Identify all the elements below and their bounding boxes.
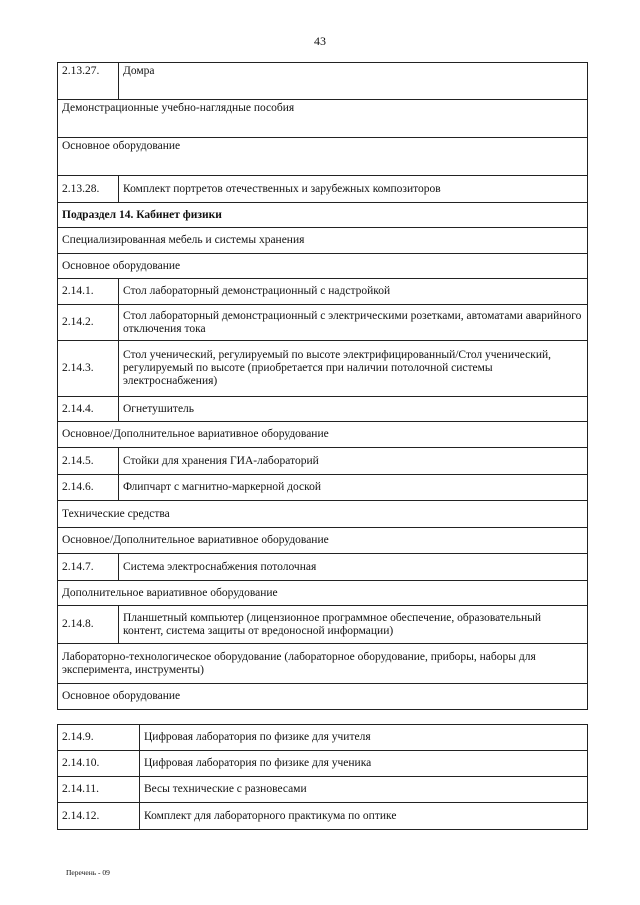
section-row: Технические средства xyxy=(58,501,588,528)
table-row xyxy=(58,138,588,176)
table-row xyxy=(58,475,588,501)
row-text: Стол лабораторный демонстрационный с надстройкой xyxy=(119,279,588,305)
table-row xyxy=(58,528,588,554)
row-number: 2.14.7. xyxy=(58,554,119,581)
section-row: Демонстрационные учебно-наглядные пособия xyxy=(58,100,588,138)
row-text: Весы технические с разновесами xyxy=(140,777,588,803)
table-row xyxy=(58,684,588,710)
row-number: 2.13.28. xyxy=(58,176,119,203)
table-row xyxy=(58,751,588,777)
row-number: 2.14.8. xyxy=(58,606,119,644)
section-row: Основное оборудование xyxy=(58,138,588,176)
table-row xyxy=(58,176,588,203)
section-row: Дополнительное вариативное оборудование xyxy=(58,581,588,606)
table-row xyxy=(58,422,588,448)
row-number: 2.13.27. xyxy=(58,63,119,100)
section-row: Основное/Дополнительное вариативное оборудование xyxy=(58,422,588,448)
table-row xyxy=(58,100,588,138)
section-row: Специализированная мебель и системы хранения xyxy=(58,228,588,254)
table-row xyxy=(58,581,588,606)
row-text: Цифровая лаборатория по физике для ученика xyxy=(140,751,588,777)
table-row xyxy=(58,448,588,475)
row-text: Домра xyxy=(119,63,588,100)
table-row xyxy=(58,606,588,644)
row-number: 2.14.3. xyxy=(58,341,119,397)
table-row xyxy=(58,803,588,830)
row-number: 2.14.5. xyxy=(58,448,119,475)
row-text: Стол лабораторный демонстрационный с электрическими розетками, автоматами аварийного отключения тока xyxy=(119,305,588,341)
table-row xyxy=(58,777,588,803)
row-number: 2.14.9. xyxy=(58,725,140,751)
row-number: 2.14.12. xyxy=(58,803,140,830)
row-text: Система электроснабжения потолочная xyxy=(119,554,588,581)
table-row xyxy=(58,397,588,422)
equipment-table xyxy=(57,62,588,710)
footer-label: Перечень - 09 xyxy=(66,868,110,877)
table-row xyxy=(58,305,588,341)
section-row: Основное/Дополнительное вариативное оборудование xyxy=(58,528,588,554)
table-row xyxy=(58,501,588,528)
section-row: Основное оборудование xyxy=(58,254,588,279)
row-text: Огнетушитель xyxy=(119,397,588,422)
row-number: 2.14.6. xyxy=(58,475,119,501)
table-row xyxy=(58,279,588,305)
row-text: Комплект для лабораторного практикума по оптике xyxy=(140,803,588,830)
row-text: Стойки для хранения ГИА-лабораторий xyxy=(119,448,588,475)
table-row xyxy=(58,228,588,254)
table-row xyxy=(58,341,588,397)
row-text: Планшетный компьютер (лицензионное программное обеспечение, образовательный контент, система защиты от вредоносной информации) xyxy=(119,606,588,644)
section-row: Лабораторно-технологическое оборудование (лабораторное оборудование, приборы, наборы для эксперимента, инструменты) xyxy=(58,644,588,684)
table-row xyxy=(58,644,588,684)
table-row xyxy=(58,725,588,751)
page-number: 43 xyxy=(314,34,326,48)
row-text: Комплект портретов отечественных и зарубежных композиторов xyxy=(119,176,588,203)
row-text: Стол ученический, регулируемый по высоте электрифицированный/Стол ученический, регулируемый по высоте (приобретается при наличии потолочной системы электроснабжения) xyxy=(119,341,588,397)
row-number: 2.14.1. xyxy=(58,279,119,305)
row-number: 2.14.10. xyxy=(58,751,140,777)
section-row: Основное оборудование xyxy=(58,684,588,710)
row-number: 2.14.11. xyxy=(58,777,140,803)
row-text: Флипчарт с магнитно-маркерной доской xyxy=(119,475,588,501)
row-text: Цифровая лаборатория по физике для учителя xyxy=(140,725,588,751)
row-number: 2.14.4. xyxy=(58,397,119,422)
subsection-heading: Подраздел 14. Кабинет физики xyxy=(58,203,588,228)
table-row xyxy=(58,554,588,581)
table-row xyxy=(58,203,588,228)
table-row xyxy=(58,63,588,100)
equipment-table-lower xyxy=(57,724,588,830)
table-row xyxy=(58,254,588,279)
row-number: 2.14.2. xyxy=(58,305,119,341)
